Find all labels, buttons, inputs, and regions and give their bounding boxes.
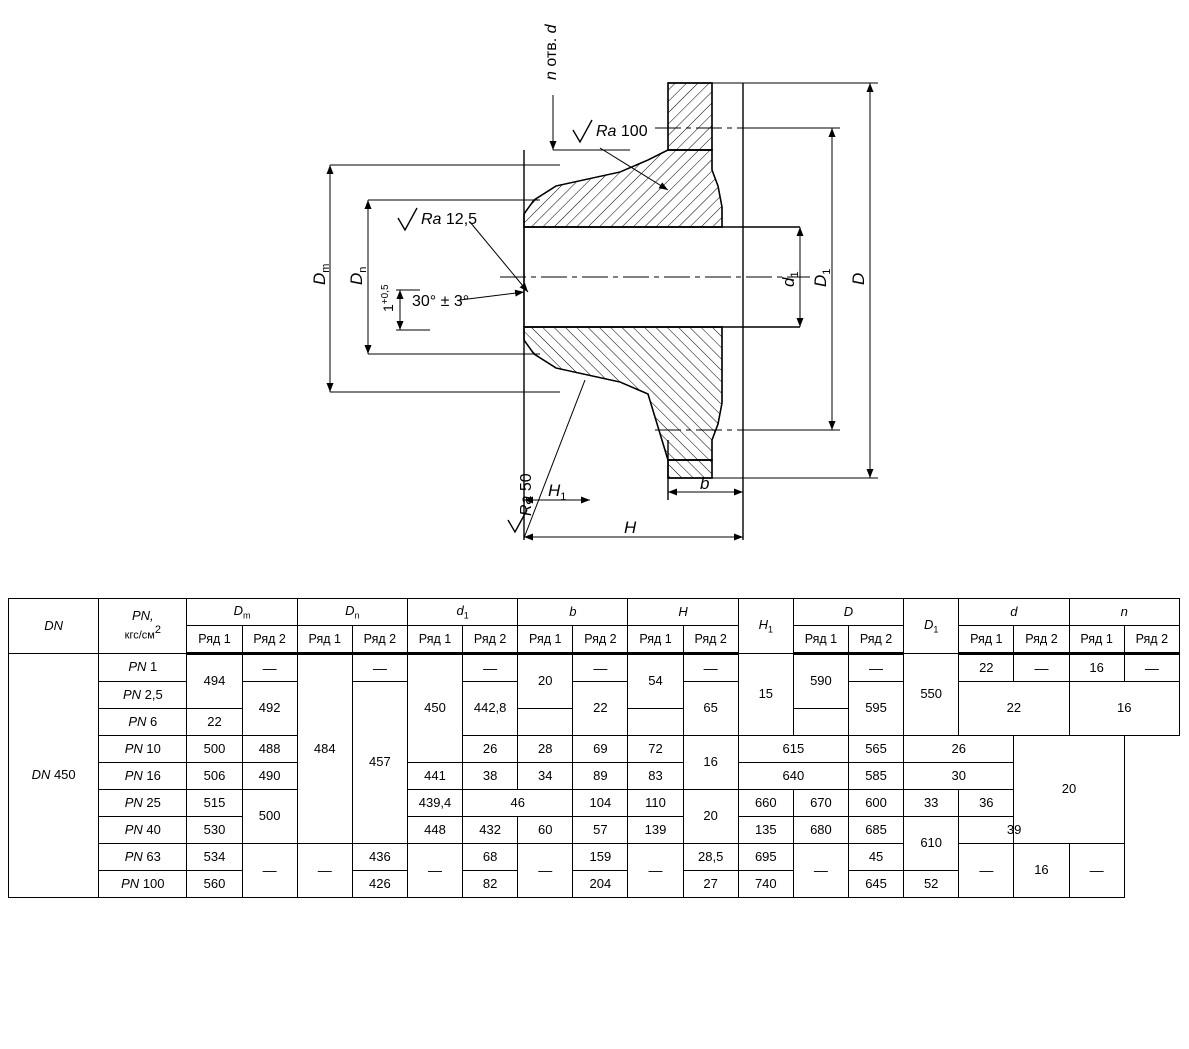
cell-H1c: 104 <box>573 790 628 817</box>
label-n-holes: n отв. d <box>543 24 560 80</box>
cell-H2c: 110 <box>628 790 683 817</box>
cell-Dm1: 500 <box>187 736 242 763</box>
cell-b-merged: 46 <box>463 790 573 817</box>
header-D: D <box>793 599 903 626</box>
cell-Dm1: 494 <box>187 654 242 709</box>
cell-D2c: — <box>793 844 848 898</box>
cell-d-merged: 26 <box>904 736 1014 763</box>
cell-D1c: 660 <box>738 790 793 817</box>
cell-d11: 450 <box>407 654 462 763</box>
cell-D1v: 565 <box>848 736 903 763</box>
cell-H1c <box>518 709 573 736</box>
spec-table <box>8 598 1180 898</box>
cell-pn: PN 25 <box>99 790 187 817</box>
cell-b2: 57 <box>573 817 628 844</box>
cell-H2c: 83 <box>628 763 683 790</box>
header-d1: $d_1$ <box>407 599 517 626</box>
cell-pn: PN 63 <box>99 844 187 871</box>
label-D1: $D_1$ <box>811 268 833 287</box>
cell-d12: 441 <box>407 763 462 790</box>
cell-pn: PN 100 <box>99 871 187 898</box>
cell-d11: 426 <box>352 871 407 898</box>
cell-H2c: — <box>628 844 683 898</box>
cell-n1: 16 <box>1069 654 1124 682</box>
table-row <box>9 817 1180 844</box>
cell-b2: 34 <box>518 763 573 790</box>
cell-b2: — <box>573 654 628 682</box>
cell-n2: — <box>1124 654 1179 682</box>
cell-D-merged: 615 <box>738 736 848 763</box>
cell-b1: 38 <box>463 763 518 790</box>
cell-H1c: 139 <box>628 817 683 844</box>
header-pn: PN, кгс/$см^2$ <box>99 599 187 654</box>
cell-Dn2: 457 <box>352 682 407 844</box>
cell-pn: PN 16 <box>99 763 187 790</box>
header-n-row2: Ряд 2 <box>1124 626 1179 654</box>
header-d: d <box>959 599 1069 626</box>
header-Dn-row1: Ряд 1 <box>297 626 352 654</box>
cell-H2c: 135 <box>738 817 793 844</box>
label-Dm: $D_m$ <box>310 263 332 285</box>
cell-D1v: 550 <box>904 654 959 736</box>
cell-D1c: 740 <box>738 871 793 898</box>
header-H-row2: Ряд 2 <box>683 626 738 654</box>
cell-pn: PN 2,5 <box>99 682 187 709</box>
cell-Dm1: 560 <box>187 871 242 898</box>
cell-b2: — <box>518 844 573 898</box>
cell-D1v: 600 <box>848 790 903 817</box>
cell-Dn2: — <box>297 844 352 898</box>
cell-D1v: 645 <box>848 871 903 898</box>
cell-Dm1: 530 <box>187 817 242 844</box>
label-chamfer: $1^{+0,5}$ <box>380 284 396 312</box>
cell-D1c: 590 <box>793 654 848 709</box>
label-d1: $d_1$ <box>779 271 801 287</box>
cell-Dm2: — <box>242 844 297 898</box>
cell-D1v: 610 <box>904 817 959 871</box>
cell-H1: 20 <box>683 790 738 844</box>
cell-H1c: 54 <box>628 654 683 709</box>
header-n-row1: Ряд 1 <box>1069 626 1124 654</box>
cell-D1c: 695 <box>738 844 793 871</box>
cell-D2c: — <box>848 654 903 682</box>
cell-Dm2: — <box>242 654 297 682</box>
cell-d2c: 36 <box>959 790 1014 817</box>
cell-H1: 28,5 <box>683 844 738 871</box>
cell-H2c: 65 <box>683 682 738 736</box>
table-row <box>9 844 1180 871</box>
header-Dn-row2: Ряд 2 <box>352 626 407 654</box>
cell-d-merged: 30 <box>904 763 1014 790</box>
cell-d11: 436 <box>352 844 407 871</box>
header-d-row1: Ряд 1 <box>959 626 1014 654</box>
cell-Dm2: 488 <box>242 736 297 763</box>
cell-d1c: 45 <box>848 844 903 871</box>
table-header-row-1 <box>9 599 1180 626</box>
spec-table-wrap <box>8 598 1180 898</box>
cell-pn: PN 40 <box>99 817 187 844</box>
cell-b1: 22 <box>187 709 242 736</box>
label-ra125: Ra 12,5 <box>421 211 478 228</box>
cell-n-merged: 20 <box>1014 736 1124 844</box>
cell-H1: 15 <box>738 654 793 736</box>
label-angle: 30° ± 3° <box>412 293 470 310</box>
table-row <box>9 790 1180 817</box>
cell-n2: — <box>1069 844 1124 898</box>
cell-d-merged: 22 <box>959 682 1069 736</box>
cell-H1c: 89 <box>573 763 628 790</box>
header-b: b <box>518 599 628 626</box>
cell-Dn1: 484 <box>297 654 352 844</box>
cell-b2: 28 <box>518 736 573 763</box>
header-d1-row1: Ряд 1 <box>407 626 462 654</box>
header-D1: $D_1$ <box>904 599 959 654</box>
cell-Dm2: 500 <box>242 790 297 844</box>
cell-d12: 439,4 <box>407 790 462 817</box>
cell-b1: 20 <box>518 654 573 709</box>
cell-d2c: — <box>959 844 1014 898</box>
cell-d11: 448 <box>407 817 462 844</box>
header-Dm-row1: Ряд 1 <box>187 626 242 654</box>
cell-Dm2: 492 <box>242 682 297 736</box>
cell-b1: 60 <box>518 817 573 844</box>
cell-H1c: 159 <box>573 844 628 871</box>
cell-b1: 82 <box>463 871 518 898</box>
table-row <box>9 654 1180 682</box>
cell-d1c: 33 <box>904 790 959 817</box>
cell-pn: PN 10 <box>99 736 187 763</box>
label-D: D <box>849 272 868 285</box>
cell-d12: — <box>407 844 462 898</box>
cell-Dn2: — <box>352 654 407 682</box>
cell-d-merged: 39 <box>959 817 1069 844</box>
cell-b1: 26 <box>463 736 518 763</box>
table-row <box>9 763 1180 790</box>
header-n: n <box>1069 599 1179 626</box>
cell-dn: DN 450 <box>9 654 99 898</box>
cell-D2c: 595 <box>848 682 903 736</box>
header-Dm-row2: Ряд 2 <box>242 626 297 654</box>
cell-Dm1: 515 <box>187 790 242 817</box>
label-ra50: Ra 50 <box>518 473 535 516</box>
header-Dm: $D_m$ <box>187 599 297 626</box>
cell-H1: 27 <box>683 871 738 898</box>
header-D-row2: Ряд 2 <box>848 626 903 654</box>
cell-d12: 442,8 <box>463 682 518 736</box>
header-dn: DN <box>9 599 99 654</box>
cell-D1v: 585 <box>848 763 903 790</box>
header-D-row1: Ряд 1 <box>793 626 848 654</box>
cell-H1c: 69 <box>573 736 628 763</box>
header-b-row2: Ряд 2 <box>573 626 628 654</box>
header-H: H <box>628 599 738 626</box>
header-H1: $H_1$ <box>738 599 793 654</box>
header-d1-row2: Ряд 2 <box>463 626 518 654</box>
cell-H2c: 72 <box>628 736 683 763</box>
cell-d12: 432 <box>463 817 518 844</box>
cell-d12: — <box>463 654 518 682</box>
label-H: H <box>624 518 637 537</box>
cell-pn: PN 1 <box>99 654 187 682</box>
table-row <box>9 682 1180 709</box>
cell-H2c: — <box>683 654 738 682</box>
label-Dn: $D_n$ <box>347 266 369 285</box>
cell-Dm1: 534 <box>187 844 242 871</box>
cell-Dm1: 506 <box>187 763 242 790</box>
cell-b2: 22 <box>573 682 628 736</box>
header-Dn: $D_n$ <box>297 599 407 626</box>
header-b-row1: Ряд 1 <box>518 626 573 654</box>
label-H1: $H_1$ <box>548 481 567 503</box>
cell-D2c: 685 <box>848 817 903 844</box>
cell-H1: 16 <box>683 736 738 790</box>
header-H-row1: Ряд 1 <box>628 626 683 654</box>
cell-D2c: 670 <box>793 790 848 817</box>
cell-Dm2: 490 <box>242 763 297 790</box>
cell-d1c: 22 <box>959 654 1014 682</box>
cell-d1c: 52 <box>904 871 959 898</box>
cell-d2c: — <box>1014 654 1069 682</box>
header-d-row2: Ряд 2 <box>1014 626 1069 654</box>
label-ra100: Ra 100 <box>596 123 648 140</box>
cell-n1: 16 <box>1014 844 1069 898</box>
cell-H1c: 204 <box>573 871 628 898</box>
cell-D1c: 680 <box>793 817 848 844</box>
cell-D-merged: 640 <box>738 763 848 790</box>
label-b: b <box>700 474 710 493</box>
table-row <box>9 736 1180 763</box>
cell-pn: PN 6 <box>99 709 187 736</box>
cell-b1: 68 <box>463 844 518 871</box>
cell-n-merged: 16 <box>1069 682 1179 736</box>
